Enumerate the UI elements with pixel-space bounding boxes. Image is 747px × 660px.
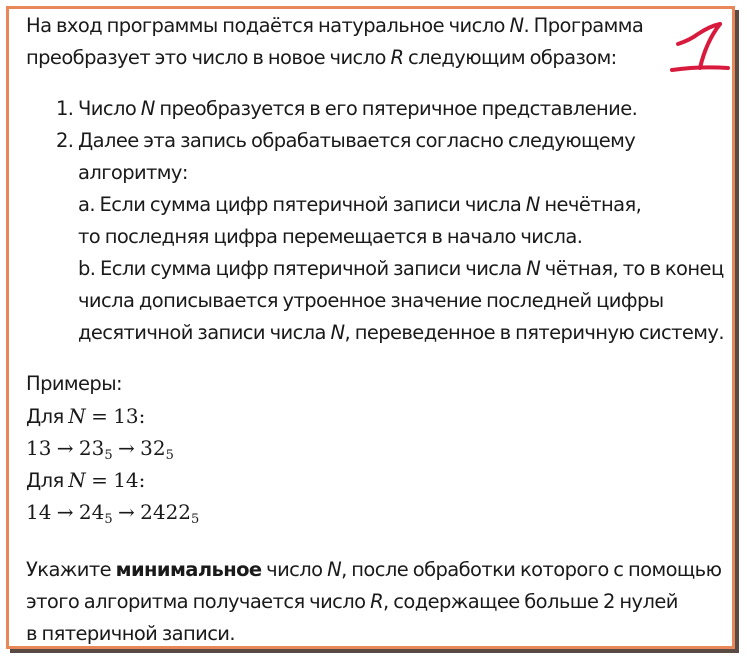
problem-text: [26, 10, 737, 650]
step-2-cont: алгоритму:: [78, 161, 188, 184]
substep-a-1: a. Если сумма цифр пятеричной записи числа N нечётная,: [78, 193, 642, 216]
example-1-label: Для N = 13:: [26, 404, 146, 428]
substep-a-2: то последняя цифра перемещается в начало числа.: [78, 225, 583, 248]
example-1-formula: $13 \to 23_5 \to 32_5$: [26, 436, 174, 463]
examples-title: Примеры:: [26, 372, 122, 395]
step-1: 1. Число N преобразуется в его пятеричное представление.: [56, 97, 638, 120]
step-2: 2. Далее эта запись обрабатывается согласно следующему: [56, 129, 636, 152]
intro-line-2: преобразует это число в новое число R следующим образом:: [26, 46, 617, 69]
intro-line-1: На вход программы подаётся натуральное число N. Программа: [26, 14, 644, 37]
example-2-formula: $14 \to 24_5 \to 2422_5$: [26, 500, 200, 527]
question-line-2: этого алгоритма получается число R, содержащее больше 2 нулей: [26, 590, 678, 613]
substep-b-2: числа дописывается утроенное значение последней цифры: [78, 289, 664, 312]
substep-b-1: b. Если сумма цифр пятеричной записи числа N чётная, то в конец: [78, 257, 724, 280]
question-line-1: Укажите минимальное число N, после обработки которого с помощью: [26, 558, 722, 581]
question-line-3: в пятеричной записи.: [26, 622, 235, 645]
example-2-label: Для N = 14:: [26, 468, 146, 492]
substep-b-3: десятичной записи числа N, переведенное в пятеричную систему.: [78, 321, 724, 344]
